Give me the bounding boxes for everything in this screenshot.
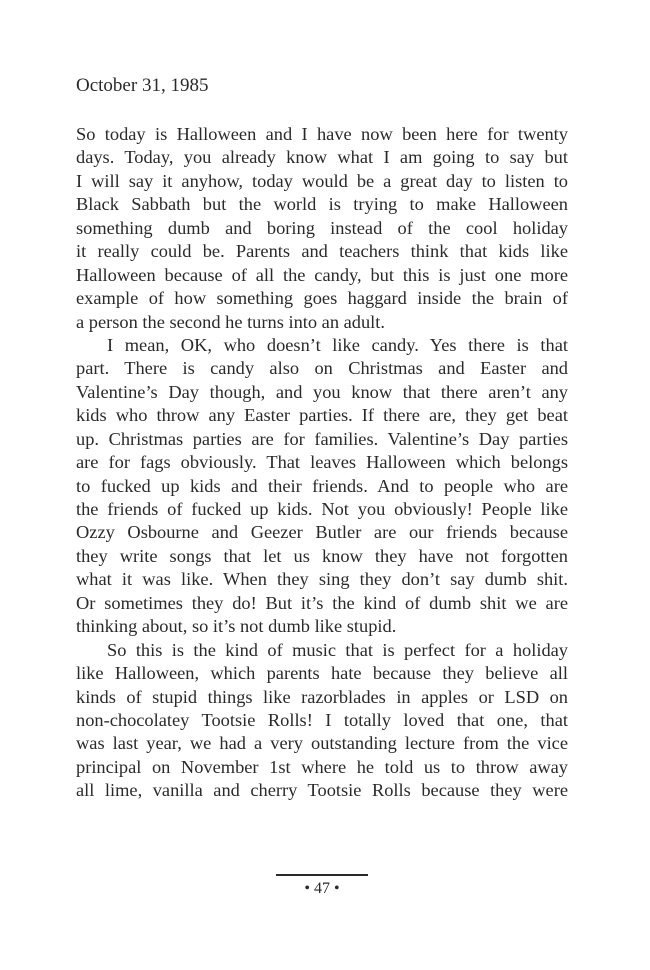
paragraph	[76, 639, 568, 803]
text-line: like Halloween, which parents hate because they believe all	[76, 663, 568, 684]
text-line: So this is the kind of music that is perfect for a holiday	[107, 639, 568, 660]
text-line: kids who throw any Easter parties. If there are, they get beat	[76, 405, 568, 426]
text-line: Valentine’s Day though, and you know that there aren’t any	[76, 381, 568, 402]
entry-date: October 31, 1985	[76, 75, 209, 96]
text-line: was last year, we had a very outstanding lecture from the vice	[76, 733, 568, 754]
text-line: kinds of stupid things like razorblades in apples or LSD on	[76, 686, 568, 707]
text-line: are for fags obviously. That leaves Halloween which belongs	[76, 452, 568, 473]
text-line: thinking about, so it’s not dumb like stupid.	[76, 616, 397, 637]
text-line: it really could be. Parents and teachers think that kids like	[76, 241, 568, 262]
text-line: example of how something goes haggard inside the brain of	[76, 288, 568, 309]
footer-rule	[276, 874, 368, 876]
page-body	[76, 123, 568, 803]
text-line: non-chocolatey Tootsie Rolls! I totally loved that one, that	[76, 709, 568, 730]
text-line: the friends of fucked up kids. Not you obviously! People like	[76, 499, 568, 519]
text-line: principal on November 1st where he told us to throw away	[76, 756, 568, 777]
text-line: to fucked up kids and their friends. And to people who are	[76, 475, 568, 496]
text-line: what it was like. When they sing they don’t say dumb shit.	[76, 569, 568, 590]
text-line: I will say it anyhow, today would be a great day to listen to	[76, 170, 568, 191]
text-line: Halloween because of all the candy, but this is just one more	[76, 264, 568, 285]
paragraph	[76, 334, 568, 639]
text-line: part. There is candy also on Christmas and Easter and	[76, 358, 568, 379]
text-line: something dumb and boring instead of the cool holiday	[76, 217, 568, 238]
text-line: Ozzy Osbourne and Geezer Butler are our friends because	[76, 522, 568, 543]
text-line: all lime, vanilla and cherry Tootsie Rolls because they were	[76, 780, 568, 801]
paragraph	[76, 123, 568, 334]
text-line: up. Christmas parties are for families. Valentine’s Day parties	[76, 428, 568, 449]
text-line: Or sometimes they do! But it’s the kind of dumb shit we are	[76, 592, 568, 613]
text-line: So today is Halloween and I have now been here for twenty	[76, 124, 568, 144]
text-line: days. Today, you already know what I am going to say but	[76, 147, 568, 168]
text-line: a person the second he turns into an adult.	[76, 311, 385, 332]
text-line: they write songs that let us know they have not forgotten	[76, 545, 568, 566]
page-number: • 47 •	[304, 880, 340, 897]
text-line: I mean, OK, who doesn’t like candy. Yes there is that	[107, 334, 568, 355]
text-line: Black Sabbath but the world is trying to make Halloween	[76, 194, 568, 215]
